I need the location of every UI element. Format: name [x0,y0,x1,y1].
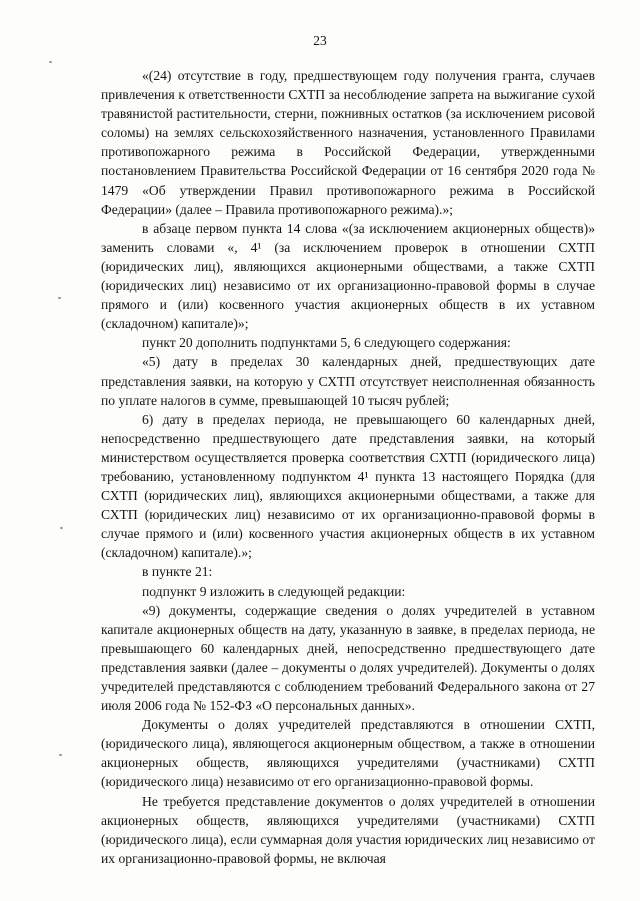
paragraph-not-required: Не требуется представление документов о долях учредителей в отношении акционерных обществ, являющихся учредителями (участниками) СХТП (юридического лица), если суммарная доля участия юридических лиц независимо от их организационно-правовой формы, не включая [101,793,595,866]
paragraph-point-20-intro: пункт 20 дополнить подпунктами 5, 6 следующего содержания: [142,335,511,351]
scan-speck [59,754,62,756]
scan-speck [49,61,52,63]
paragraph-subpoint-6: 6) дату в пределах периода, не превышающего 60 календарных дней, непосредственно предшествующего дате представления заявки, на который министерством осуществляется проверка соответствия СХТП (юридического лица) требованию, установленному подпунктом 4¹ пункта 13 настоящего Порядка (для СХТП (юридических лиц), являющихся акционерными обществами, а также для СХТП (юридических лиц) независимо от их организационно-правовой формы в случае прямого и (или) косвенного участия акционерных обществ в их уставном (складочном) капитале).»; [101,411,595,561]
paragraph-subpoint-9-intro: подпункт 9 изложить в следующей редакции: [142,583,406,599]
scan-speck [60,527,63,529]
paragraph-item-24: «(24) отсутствие в году, предшествующем году получения гранта, случаев привлечения к ответственности СХТП за несоблюдение запрета на выжигание сухой травянистой растительности, стерни, пожнивных остатков (за исключением рисовой соломы) на землях сельскохозяйственного назначения, установленного Правилами противопожарного режима в Российской Федерации, утвержденными постановлением Правительства Российской Федерации от 16 сентября 2020 года № 1479 «Об утверждении Правил противопожарного режима в Российской Федерации» (далее – Правила противопожарного режима).»; [101,68,595,217]
page-number: 23 [313,33,327,48]
paragraph-founders-documents: Документы о долях учредителей представляются в отношении СХТП, (юридического лица), являющегося акционерным обществом, а также в отношении акционерных обществ, являющихся учредителями (участниками) СХТП (юридического лица) независимо от его организационно-правовой формы. [101,717,595,790]
paragraph-subpoint-5: «5) дату в пределах 30 календарных дней, предшествующих дате представления заявки, на которую у СХТП отсутствует неисполненная обязанность по уплате налогов в сумме, превышающей 10 тысяч рублей; [101,354,595,408]
paragraph-point-21-intro: в пункте 21: [142,564,213,580]
scan-speck [58,297,61,299]
paragraph-point-14-amendment: в абзаце первом пункта 14 слова «(за исключением акционерных обществ)» заменить словами «, 4¹ (за исключением проверок в отношении СХТП (юридических лиц), являющихся акционерными обществами, а также СХТП (юридических лиц) независимо от их организационно-правовой формы в случае прямого и (или) косвенного участия акционерных обществ в их уставном (складочном) капитале)»; [101,220,595,332]
paragraph-subpoint-9: «9) документы, содержащие сведения о долях учредителей в уставном капитале акционерных обществ на дату, указанную в заявке, в пределах периода, не превышающего 60 календарных дней, непосредственно предшествующего дате представления заявки (далее – документы о долях учредителей). Документы о долях учредителей представляются с соблюдением требований Федерального закона от 27 июля 2006 года № 152-ФЗ «О персональных данных». [101,602,595,714]
document-body [101,66,595,868]
